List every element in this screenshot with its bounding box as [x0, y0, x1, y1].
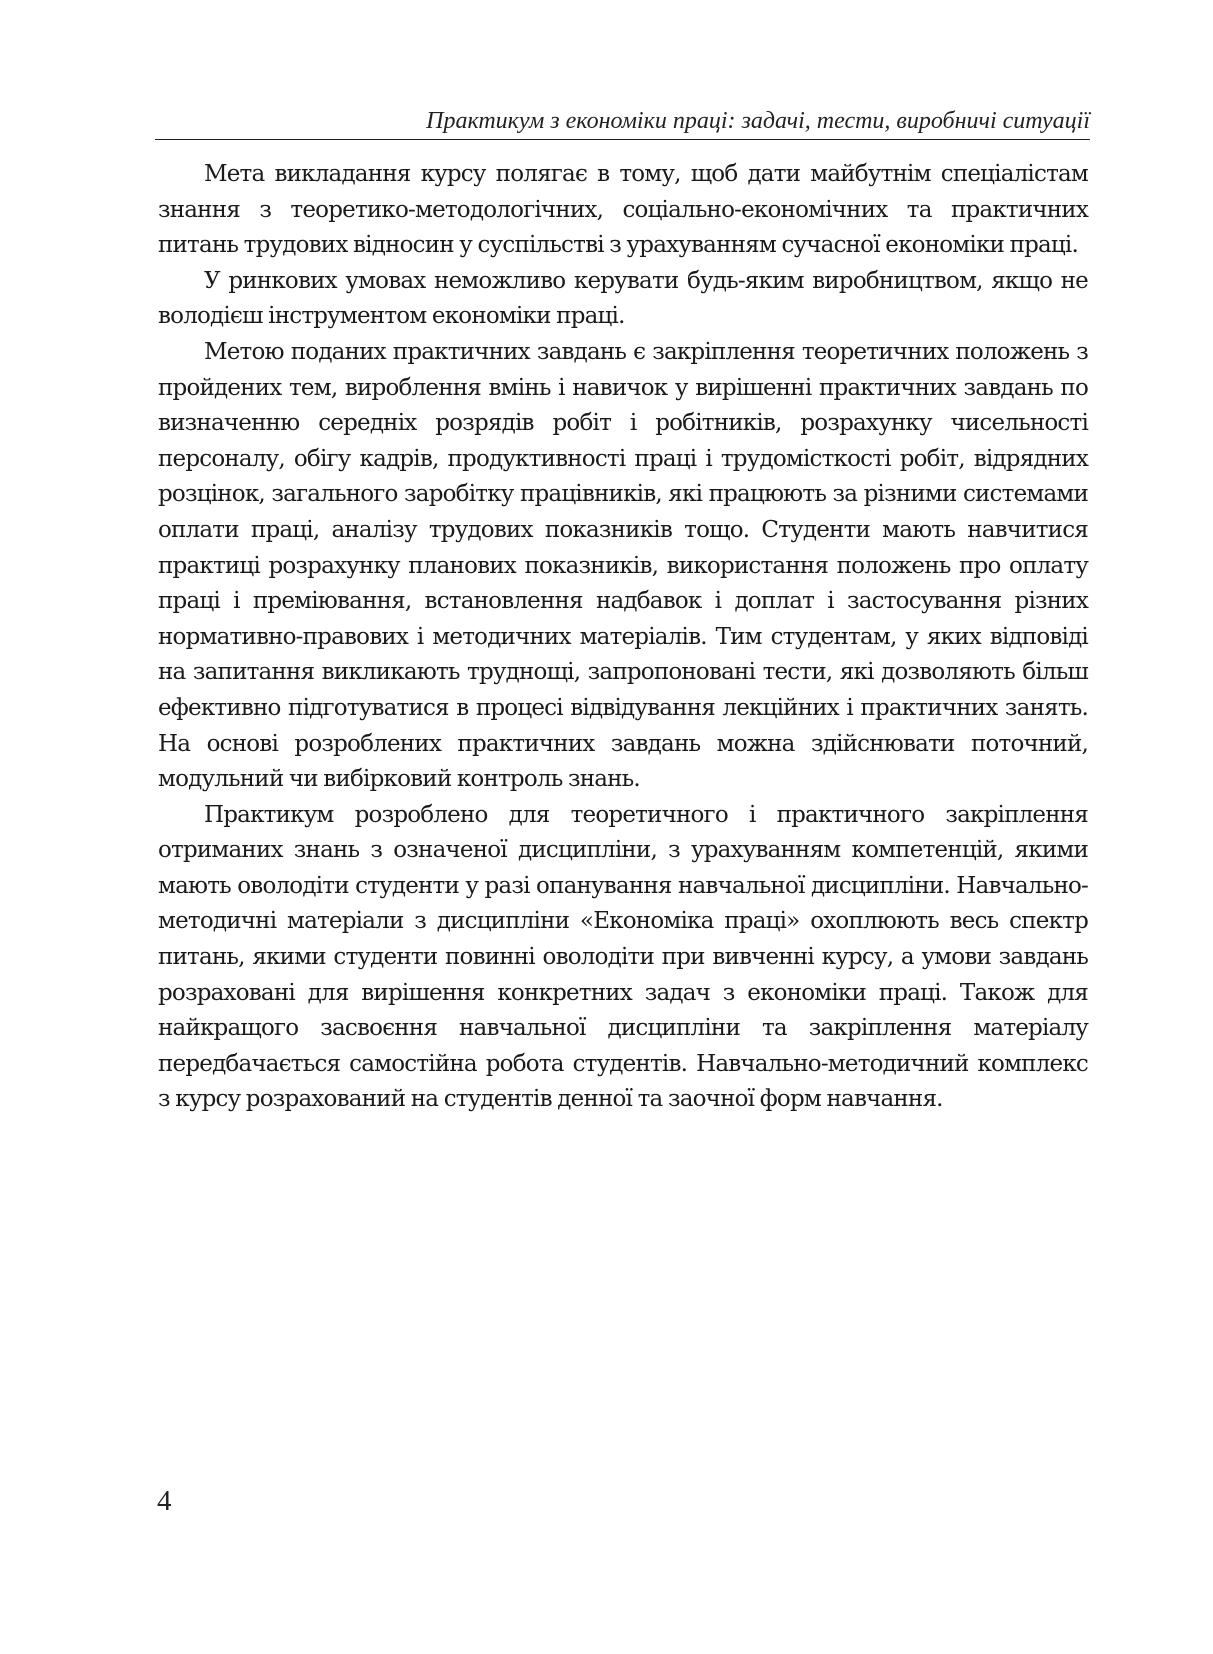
paragraph: У ринкових умовах неможливо керувати будь-яким виробництвом, якщо не володієш інструментом економіки праці.	[158, 267, 1088, 330]
paragraph: Мета викладання курсу полягає в тому, щоб дати майбутнім спеціалістам знання з теоретико-методологічних, соціально-економічних та практичних питань трудових відносин у суспільстві з урахуванням сучасної економіки праці.	[158, 161, 1088, 259]
paragraph: Метою поданих практичних завдань є закріплення теоретичних положень з пройдених тем, вироблення вмінь і навичок у вирішенні практичних завдань по визначенню середніх розрядів робіт і робітників, розрахунку чисельності персоналу, обігу кадрів, продуктивності праці і трудомісткості робіт, відрядних розцінок, загального заробітку працівників, які працюють за різними системами оплати праці, аналізу трудових показників тощо. Студенти мають навчитися практиці розрахунку планових показників, використання положень про оплату праці і преміювання, встановлення надбавок і доплат і застосування різних нормативно-правових і методичних матеріалів. Тим студентам, у яких відповіді на запитання викликають труднощі, запропоновані тести, які дозволяють більш ефективно підготуватися в процесі відвідування лекційних і практичних занять. На основі розроблених практичних завдань можна здійснювати поточний, модульний чи вибірковий контроль знань.	[158, 338, 1088, 793]
main-text	[158, 157, 1088, 1118]
paragraph: Практикум розроблено для теоретичного і практичного закріплення отриманих знань з означеної дисципліни, з урахуванням компетенцій, якими мають оволодіти студенти у разі опанування навчальної дисципліни. Навчально-методичні матеріали з дисципліни «Економіка праці» охоплюють весь спектр питань, якими студенти повинні оволодіти при вивченні курсу, а умови завдань розраховані для вирішення конкретних задач з економіки праці. Також для найкращого засвоєння навчальної дисципліни та закріплення матеріалу передбачається самостійна робота студентів. Навчально-методичний комплекс з курсу розрахований на студентів денної та заочної форм навчання.	[158, 801, 1088, 1113]
header-rule	[155, 139, 1090, 140]
page-number: 4	[157, 1485, 172, 1517]
running-head-title: Практикум з економіки праці: задачі, тести, виробничі ситуації	[426, 108, 1090, 134]
